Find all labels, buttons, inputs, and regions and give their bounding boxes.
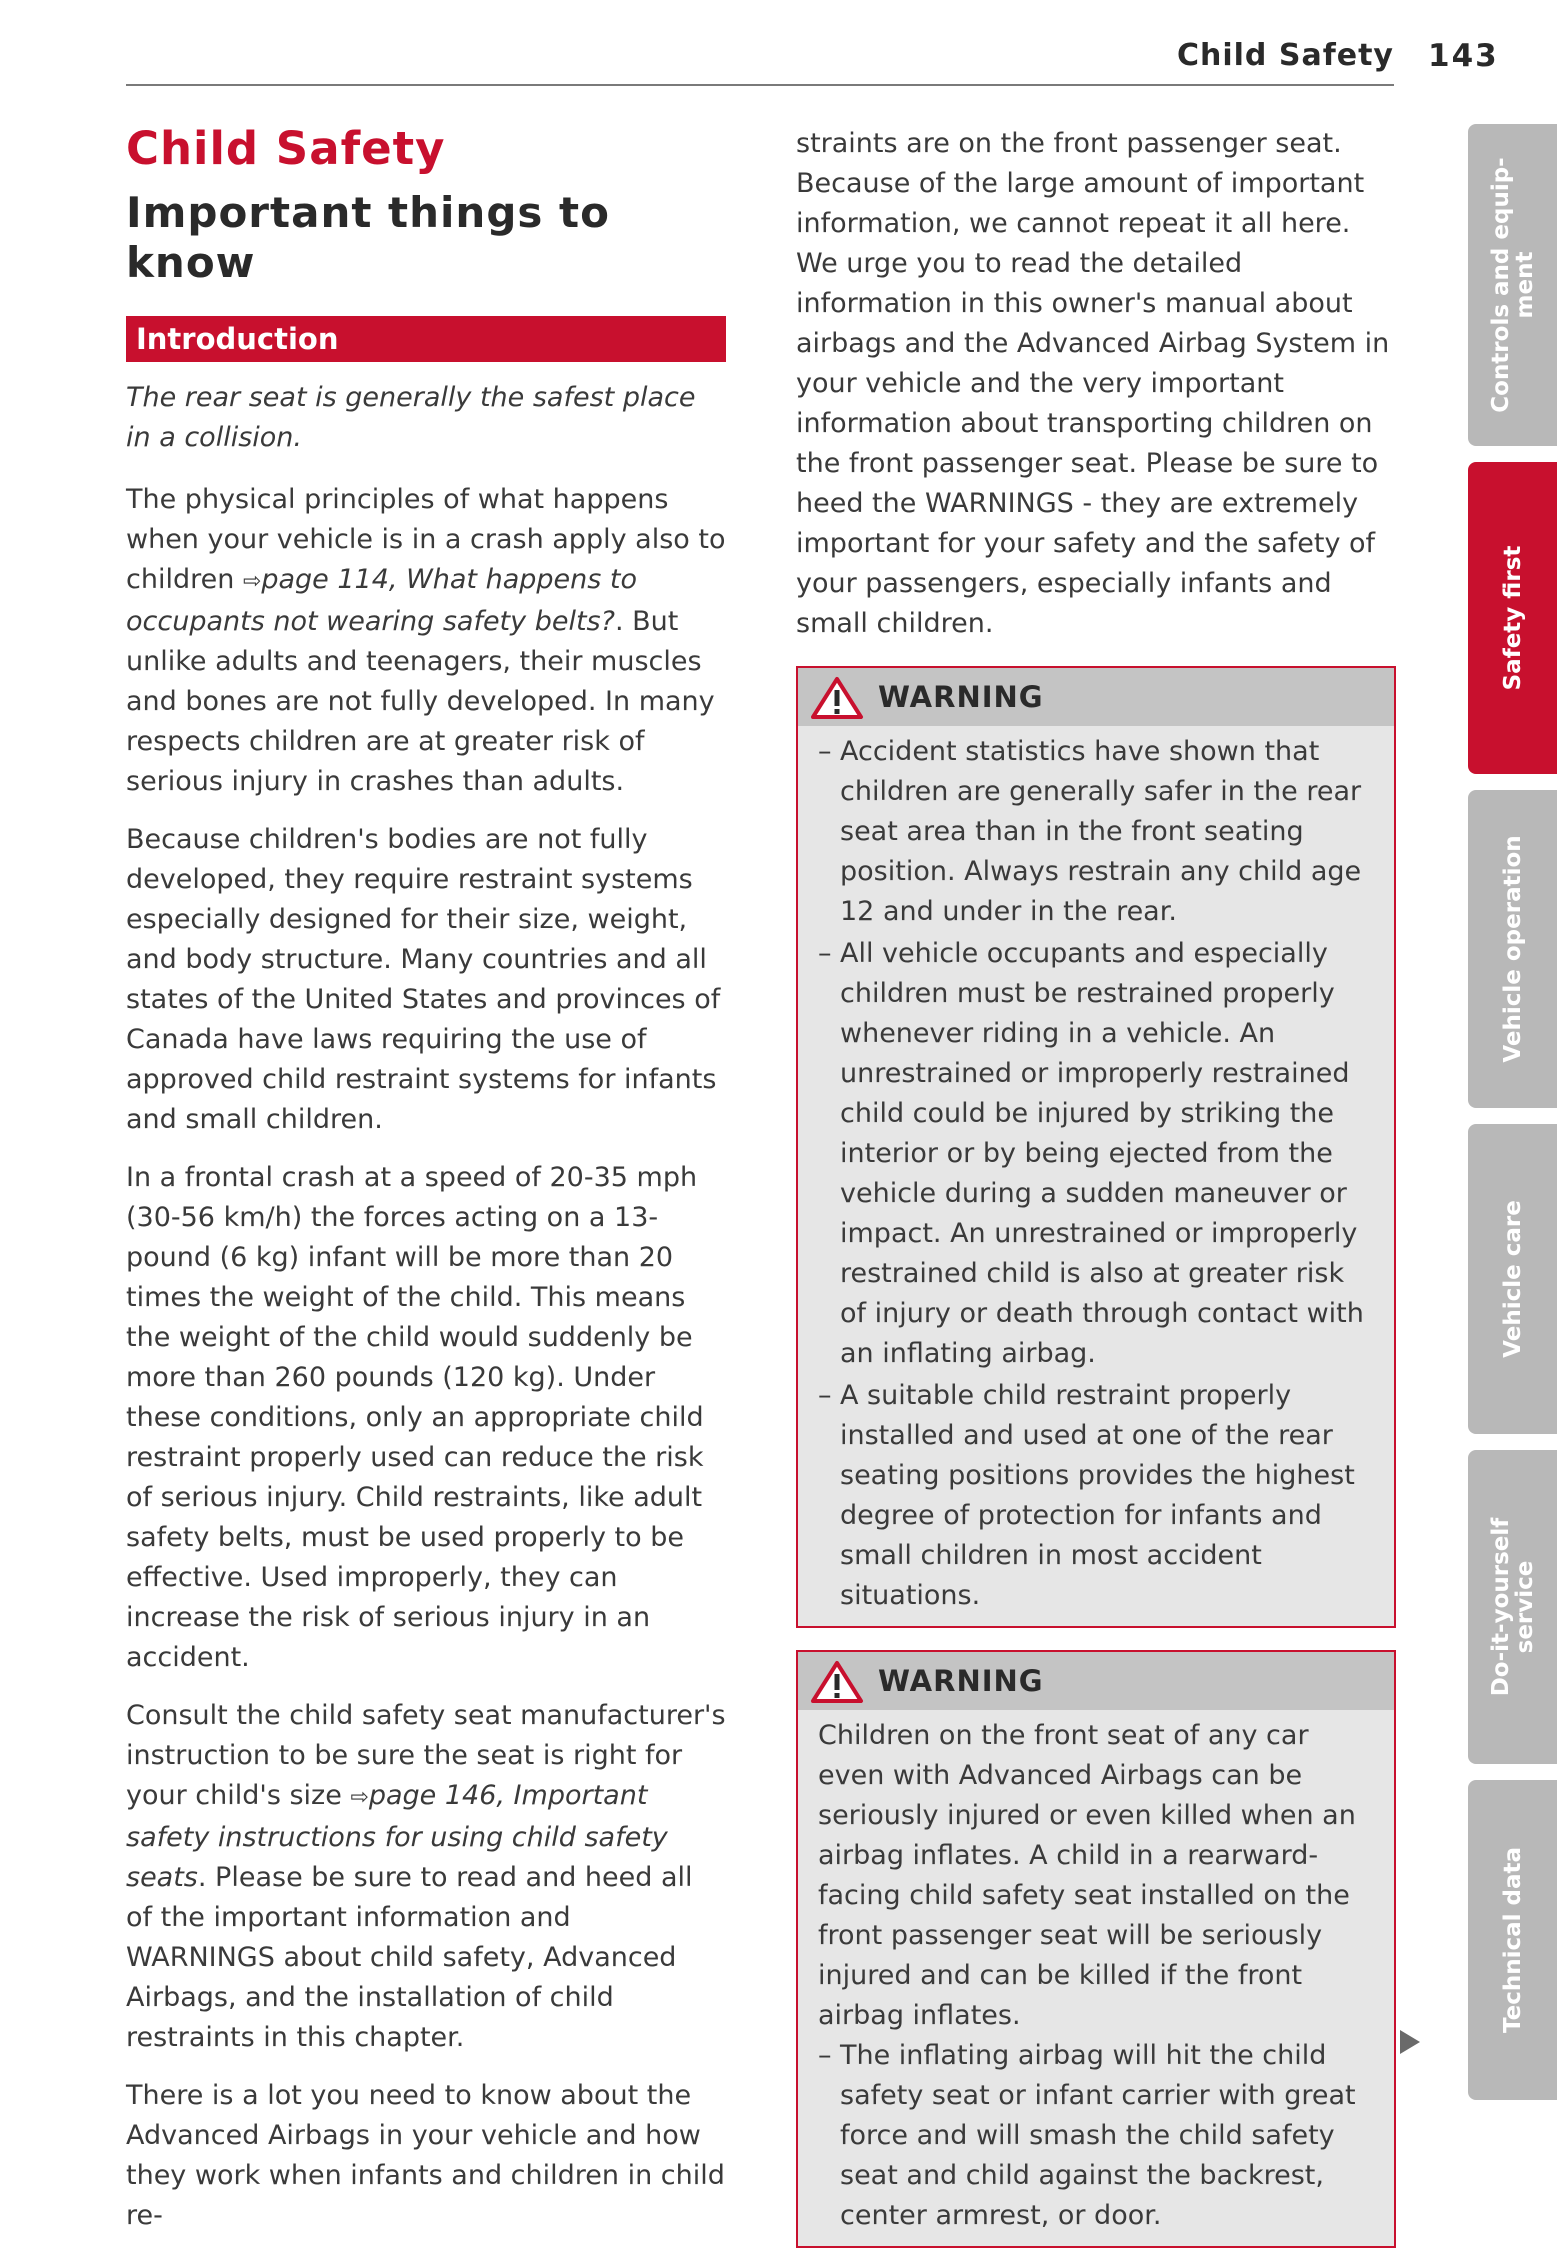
cross-reference-link[interactable]: page 146, Important safety instructions for using child safety seats: [126, 1780, 668, 1893]
tab-vehicle-operation[interactable]: [1468, 790, 1557, 1108]
warning-box: [796, 666, 1396, 1628]
chapter-title: Child Safety: [126, 122, 446, 175]
tab-label: Safety first: [1499, 545, 1526, 691]
tab-label: Technical data: [1499, 1846, 1526, 2034]
warning-title: WARNING: [878, 680, 1044, 714]
lead-text: The rear seat is generally the safest place in a collision.: [126, 382, 696, 453]
tab-technical-data[interactable]: [1468, 1780, 1557, 2100]
tab-vehicle-care[interactable]: [1468, 1124, 1557, 1434]
tab-label: Controls and equip- ment: [1487, 157, 1538, 413]
continued-arrow-icon: [1400, 2030, 1420, 2054]
arrow-right-icon: ⇨: [350, 1785, 369, 1810]
right-column: [796, 124, 1396, 2248]
tab-label: Do-it-yourself service: [1487, 1517, 1538, 1697]
arrow-right-icon: ⇨: [242, 569, 262, 594]
warning-item: – Accident statistics have shown that children are generally safer in the rear seat area than in the front seating position. Always restrain any child age 12 and under in the rear.: [818, 732, 1376, 932]
warning-body: [798, 726, 1394, 1626]
tab-do-it-yourself-service[interactable]: [1468, 1450, 1557, 1764]
paragraph: There is a lot you need to know about the Advanced Airbags in your vehicle and how they work when infants and children in child re-: [126, 2080, 725, 2231]
warning-intro: Children on the front seat of any car even with Advanced Airbags can be seriously injured or even killed when an airbag inflates. A child in a rearward-facing child safety seat installed on the front passenger seat will be seriously injured and can be killed if the front airbag inflates.: [818, 1720, 1356, 2031]
tab-label: Vehicle operation: [1499, 835, 1526, 1063]
warning-body: [798, 1710, 1394, 2246]
page-header: [126, 34, 1394, 86]
warning-triangle-icon: [810, 676, 864, 720]
warning-item: – The inflating airbag will hit the child safety seat or infant carrier with great force and will smash the child safety seat and child against the backrest, center armrest, or door.: [818, 2036, 1376, 2236]
warning-item: – All vehicle occupants and especially children must be restrained properly whenever riding in a vehicle. An unrestrained or improperly restrained child could be injured by striking the interior or by being ejected from the vehicle during a sudden maneuver or impact. An unrestrained or improperly restrained child is also at greater risk of injury or death through contact with an inflating airbag.: [818, 934, 1376, 1374]
warning-triangle-icon: [810, 1660, 864, 1704]
warning-header: [798, 668, 1394, 726]
warning-box: [796, 1650, 1396, 2248]
tab-safety-first[interactable]: [1468, 462, 1557, 774]
tab-controls-and-equipment[interactable]: [1468, 124, 1557, 446]
section-title: Child Safety: [1176, 38, 1394, 73]
paragraph: Consult the child safety seat manufacturer's instruction to be sure the seat is right for your child's size ⇨page 146, Important safety instructions for using child safety seats. Please be sure to read and heed all of the important information and WARNINGS about child safety, Advanced Airbags, and the installation of child restraints in this chapter.: [126, 1700, 726, 2053]
page-number: 143: [1428, 38, 1499, 74]
tab-label: Vehicle care: [1499, 1200, 1526, 1358]
warning-item: – A suitable child restraint properly installed and used at one of the rear seating positions provides the highest degree of protection for infants and small children in most accident situations.: [818, 1376, 1376, 1616]
subsection-bar: Introduction: [126, 316, 726, 362]
section-heading: Important things to know: [126, 188, 610, 287]
cross-reference-link[interactable]: page 114, What happens to occupants not wearing safety belts?: [126, 564, 638, 637]
warning-title: WARNING: [878, 1664, 1044, 1698]
paragraph: The physical principles of what happens when your vehicle is in a crash apply also to children ⇨page 114, What happens to occupants not wearing safety belts?. But unlike adults and teenagers, their muscles and bones are not fully developed. In many respects children are at greater risk of serious injury in crashes than adults.: [126, 484, 726, 797]
left-column: [126, 118, 726, 2254]
paragraph: In a frontal crash at a speed of 20-35 mph (30-56 km/h) the forces acting on a 13-pound (6 kg) infant will be more than 20 times the weight of the child. This means the weight of the child would suddenly be more than 260 pounds (120 kg). Under these conditions, only an appropriate child restraint properly used can reduce the risk of serious injury. Child restraints, like adult safety belts, must be used properly to be effective. Used improperly, they can increase the risk of serious injury in an accident.: [126, 1162, 704, 1673]
paragraph: Because children's bodies are not fully developed, they require restraint systems especially designed for their size, weight, and body structure. Many countries and all states of the United States and provinces of Canada have laws requiring the use of approved child restraint systems for infants and small children.: [126, 824, 721, 1135]
warning-header: [798, 1652, 1394, 1710]
paragraph: straints are on the front passenger seat. Because of the large amount of important information, we cannot repeat it all here. We urge you to read the detailed information in this owner's manual about airbags and the Advanced Airbag System in your vehicle and the very important information about transporting children on the front passenger seat. Please be sure to heed the WARNINGS - they are extremely important for your safety and the safety of your passengers, especially infants and small children.: [796, 128, 1390, 639]
